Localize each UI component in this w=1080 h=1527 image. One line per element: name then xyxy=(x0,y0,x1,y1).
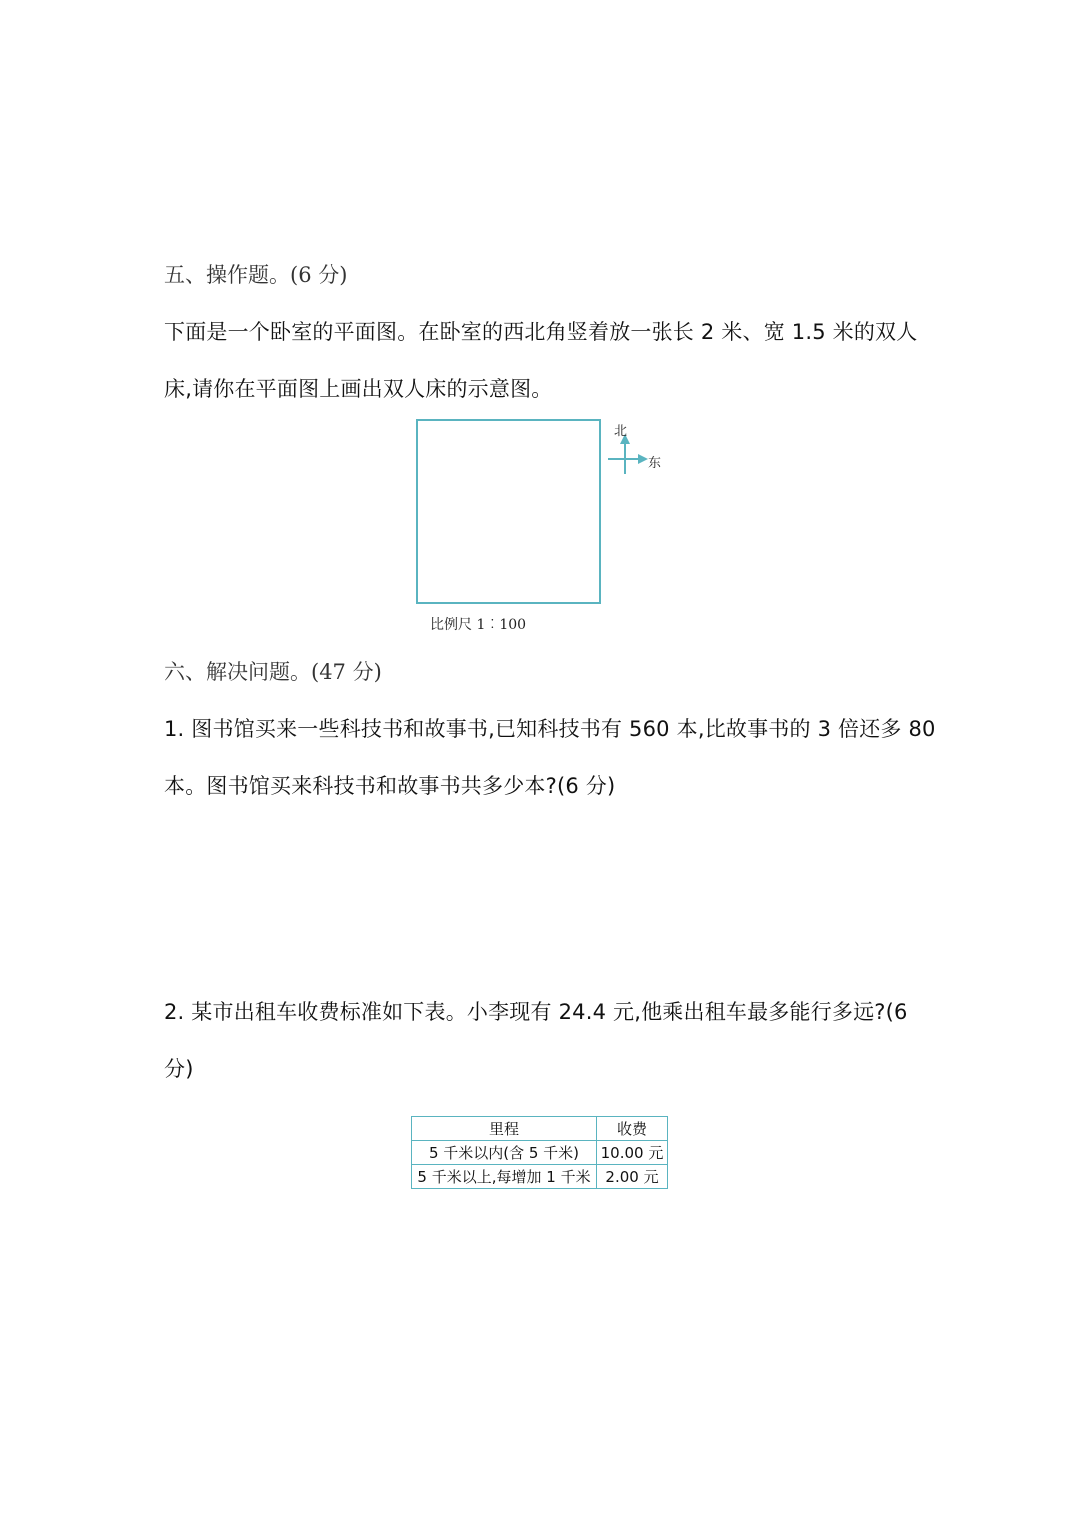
row-2-distance: 5 千米以上,每增加 1 千米 xyxy=(412,1165,597,1189)
taxi-fare-table xyxy=(411,1116,668,1189)
question-2-line-2: 分) xyxy=(164,1057,194,1081)
question-1-line-2: 本。图书馆买来科技书和故事书共多少本?(6 分) xyxy=(164,774,616,798)
north-label: 北 xyxy=(614,424,628,439)
row-2-fee: 2.00 元 xyxy=(597,1165,668,1189)
table-header-row xyxy=(412,1117,668,1141)
section-5-instruction-line-1: 下面是一个卧室的平面图。在卧室的西北角竖着放一张长 2 米、宽 1.5 米的双人 xyxy=(164,320,918,344)
section-5-heading: 五、操作题。(6 分) xyxy=(164,263,348,287)
bedroom-floor-plan xyxy=(416,419,601,604)
header-fee: 收费 xyxy=(597,1117,668,1141)
east-label: 东 xyxy=(648,456,662,471)
row-1-fee: 10.00 元 xyxy=(597,1141,668,1165)
section-6-heading: 六、解决问题。(47 分) xyxy=(164,660,382,684)
table-row xyxy=(412,1165,668,1189)
table-row xyxy=(412,1141,668,1165)
section-5-instruction-line-2: 床,请你在平面图上画出双人床的示意图。 xyxy=(164,377,553,401)
question-2-line-1: 2. 某市出租车收费标准如下表。小李现有 24.4 元,他乘出租车最多能行多远?(6 xyxy=(164,1000,908,1024)
header-distance: 里程 xyxy=(412,1117,597,1141)
question-1-line-1: 1. 图书馆买来一些科技书和故事书,已知科技书有 560 本,比故事书的 3 倍还多 80 xyxy=(164,717,936,741)
row-1-distance: 5 千米以内(含 5 千米) xyxy=(412,1141,597,1165)
scale-label: 比例尺 1︰100 xyxy=(430,617,527,633)
